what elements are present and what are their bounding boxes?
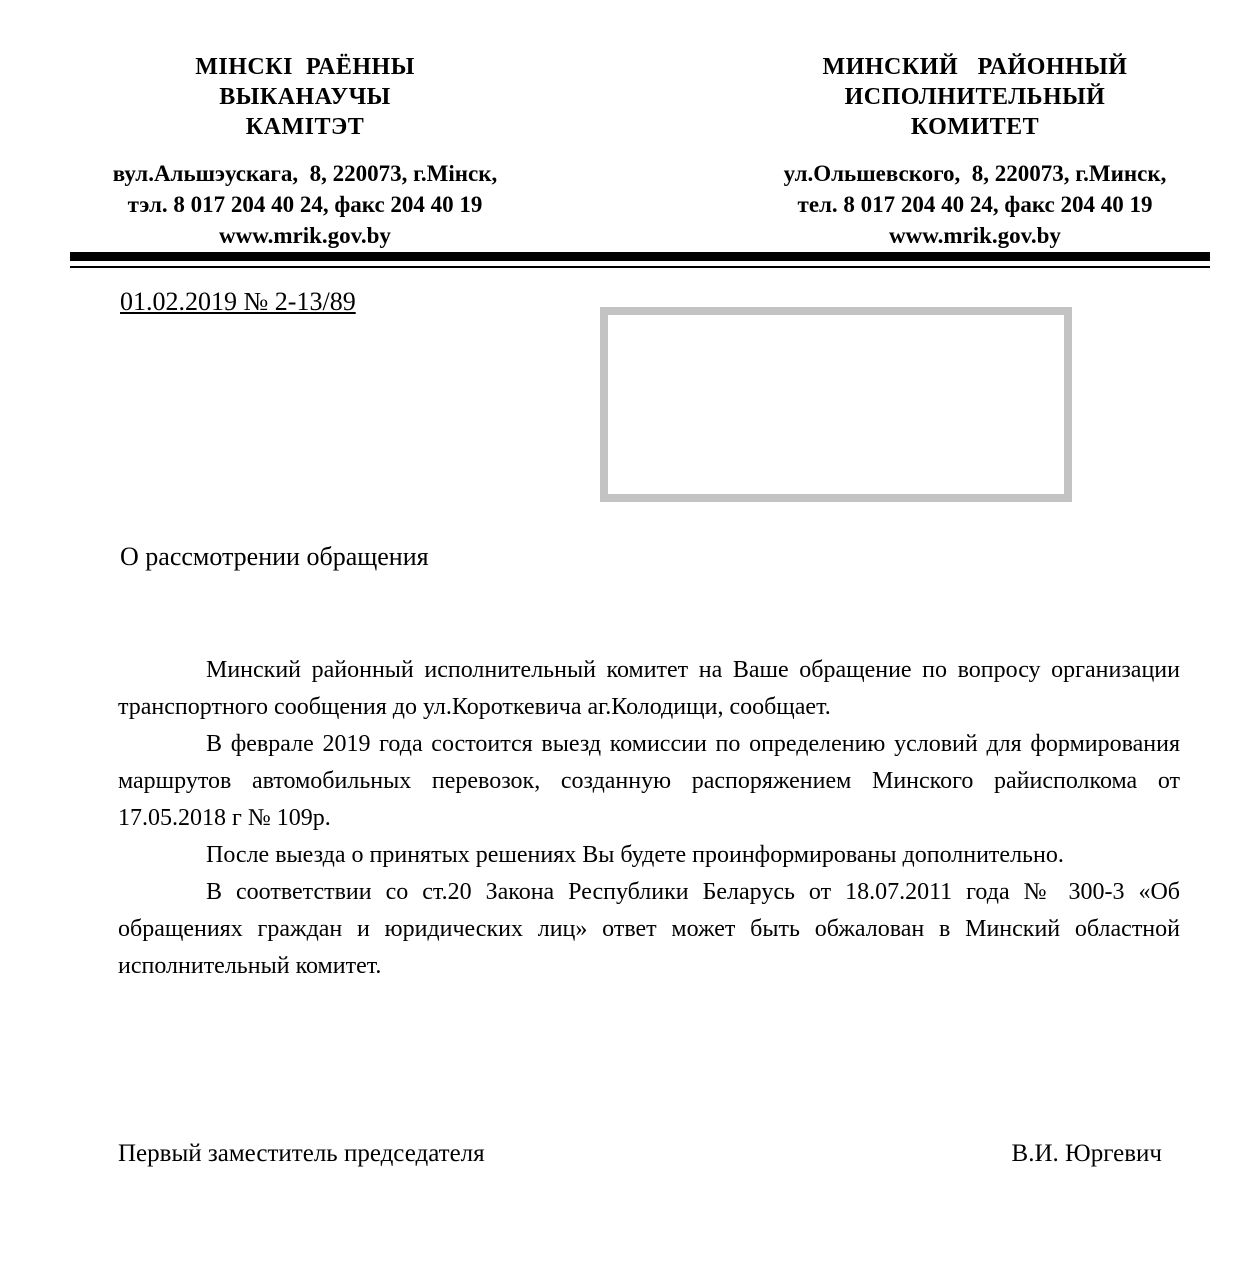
org-address-belarusian [70, 158, 540, 251]
signature-title: Первый заместитель председателя [118, 1140, 485, 1167]
body-paragraph: В феврале 2019 года состоится выезд комиссии по определению условий для формирования маршрутов автомобильных перевозок, созданную распоряжением Минского райисполкома от 17.05.2018 г № 109р. [118, 731, 1180, 831]
body-paragraph: В соответствии со ст.20 Закона Республики Беларусь от 18.07.2011 года № 300-3 «Об обращениях граждан и юридических лиц» ответ может быть обжалован в Минский областной исполнительный комитет. [118, 879, 1180, 979]
body-paragraph: Минский районный исполнительный комитет на Ваше обращение по вопросу организации транспортного сообщения до ул.Короткевича аг.Колодищи, сообщает. [118, 657, 1180, 720]
org-name-line: МІНСКІ РАЁННЫ [195, 54, 415, 80]
subject-line: О рассмотрении обращения [120, 542, 429, 571]
phone-fax-line: тэл. 8 017 204 40 24, факс 204 40 19 [127, 192, 483, 217]
address-line: вул.Альшэускага, 8, 220073, г.Мінск, [112, 161, 498, 186]
org-name-line: МИНСКИЙ РАЙОННЫЙ [822, 54, 1128, 80]
website-line: www.mrik.gov.by [889, 223, 1061, 248]
divider-thick-rule [70, 252, 1210, 261]
org-name-line: ИСПОЛНИТЕЛЬНЫЙ [844, 84, 1106, 110]
phone-fax-line: тел. 8 017 204 40 24, факс 204 40 19 [797, 192, 1153, 217]
letterhead-left [70, 52, 540, 251]
letterhead-right [740, 52, 1210, 251]
org-name-line: КАМІТЭТ [245, 114, 365, 140]
recipient-address-box [600, 307, 1072, 502]
org-address-russian [740, 158, 1210, 251]
signature-row [118, 1140, 1162, 1168]
letter-body [118, 652, 1180, 985]
org-name-line: ВЫКАНАУЧЫ [219, 84, 391, 110]
org-name-line: КОМИТЕТ [910, 114, 1040, 140]
org-name-belarusian [70, 52, 540, 142]
address-line: ул.Ольшевского, 8, 220073, г.Минск, [783, 161, 1167, 186]
org-name-russian [740, 52, 1210, 142]
reference-date-number: 01.02.2019 № 2-13/89 [120, 287, 356, 316]
signature-name: В.И. Юргевич [1011, 1140, 1162, 1167]
body-paragraph: После выезда о принятых решениях Вы будете проинформированы дополнительно. [206, 842, 1064, 868]
divider-thin-rule [70, 266, 1210, 268]
website-line: www.mrik.gov.by [219, 223, 391, 248]
